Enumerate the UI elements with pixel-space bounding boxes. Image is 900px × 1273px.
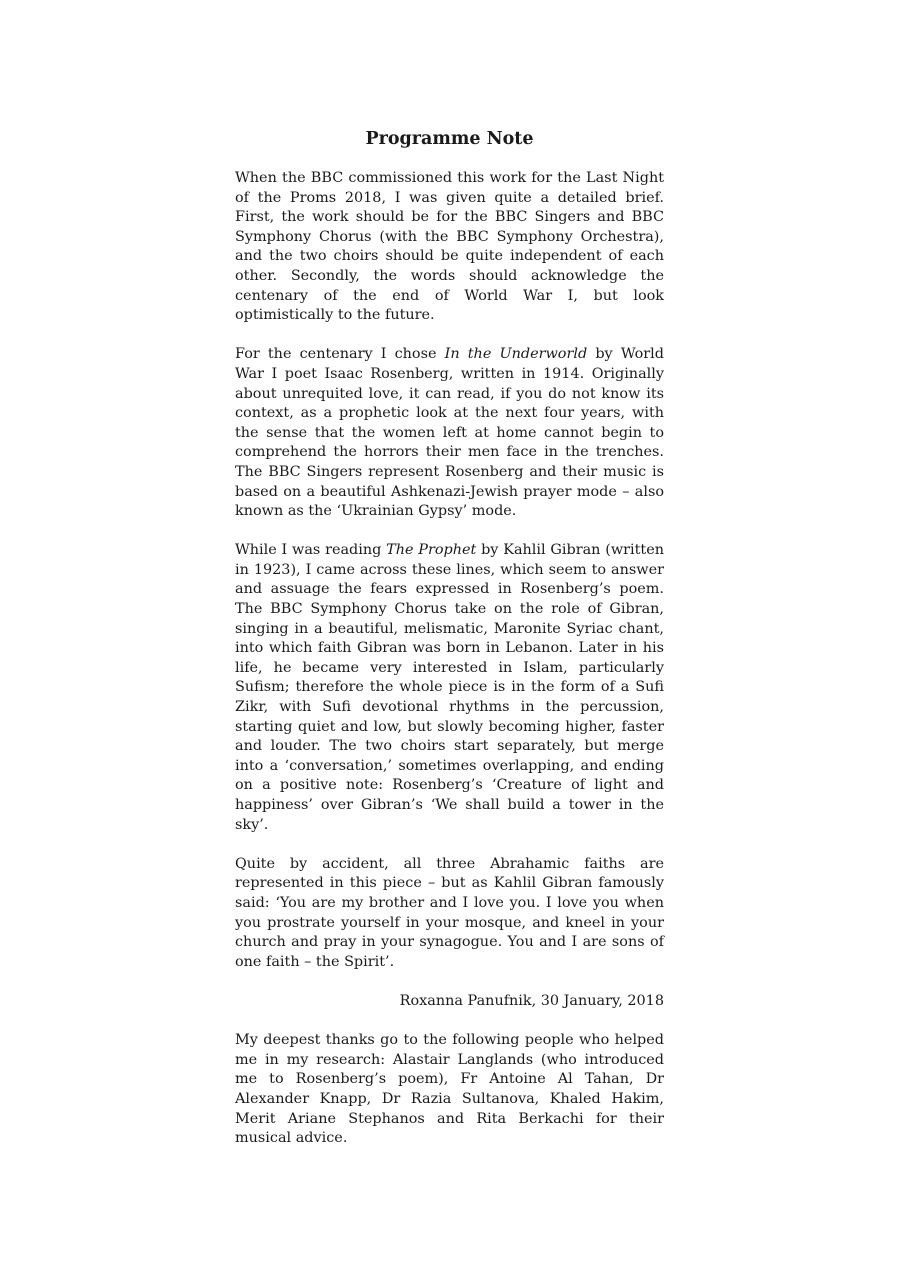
paragraph-acknowledgements: My deepest thanks go to the following people who helped me in my research: Alastair Langlands (who introduced me to Rosenberg’s poem), Fr Antoine Al Tahan, Dr Alexander Knapp, Dr Razia Sultanova, Khaled Hakim, Merit Ariane Stephanos and Rita Berkachi for their musical advice. [235, 1032, 664, 1147]
paragraph-rosenberg-pre: For the centenary I chose [235, 346, 445, 363]
page-title: Programme Note [365, 129, 534, 149]
book-title-the-prophet: The Prophet [386, 542, 477, 559]
paragraph-gibran [235, 541, 664, 835]
paragraph-gibran-pre: While I was reading [235, 542, 387, 559]
signature-line: Roxanna Panufnik, 30 January, 2018 [399, 992, 664, 1009]
poem-title-in-the-underworld: In the Underworld [444, 346, 588, 363]
paragraph-rosenberg-post: by World War I poet Isaac Rosenberg, written in 1914. Originally about unrequited love, it can read, if you do not know its context, as a prophetic look at the next four years, with the sense that the women left at home cannot begin to comprehend the horrors their men face in the trenches. The BBC Singers represent Rosenberg and their music is based on a beautiful Ashkenazi-Jewish prayer mode – also known as the ‘Ukrainian Gypsy’ mode. [235, 346, 664, 520]
paragraph-rosenberg [235, 345, 664, 521]
text-column [235, 128, 664, 1168]
paragraph-abrahamic: Quite by accident, all three Abrahamic faiths are represented in this piece – but as Kahlil Gibran famously said: ‘You are my brother and I love you. I love you when you prostrate yourself in your mosque, and kneel in your church and pray in your synagogue. You and I are sons of one faith – the Spirit’. [235, 855, 664, 970]
paragraph-brief: When the BBC commissioned this work for the Last Night of the Proms 2018, I was given quite a detailed brief. First, the work should be for the BBC Singers and BBC Symphony Chorus (with the BBC Symphony Orchestra), and the two choirs should be quite independent of each other. Secondly, the words should acknowledge the centenary of the end of World War I, but look optimistically to the future. [235, 170, 664, 324]
paragraph-gibran-post: by Kahlil Gibran (written in 1923), I came across these lines, which seem to answer and assuage the fears expressed in Rosenberg’s poem. The BBC Symphony Chorus take on the role of Gibran, singing in a beautiful, melismatic, Maronite Syriac chant, into which faith Gibran was born in Lebanon. Later in his life, he became very interested in Islam, particularly Sufism; therefore the whole piece is in the form of a Sufi Zikr, with Sufi devotional rhythms in the percussion, starting quiet and low, but slowly becoming higher, faster and louder. The two choirs start separately, but merge into a ‘conversation,’ sometimes overlapping, and ending on a positive note: Rosenberg’s ‘Creature of light and happiness’ over Gibran’s ‘We shall build a tower in the sky’. [235, 542, 664, 833]
